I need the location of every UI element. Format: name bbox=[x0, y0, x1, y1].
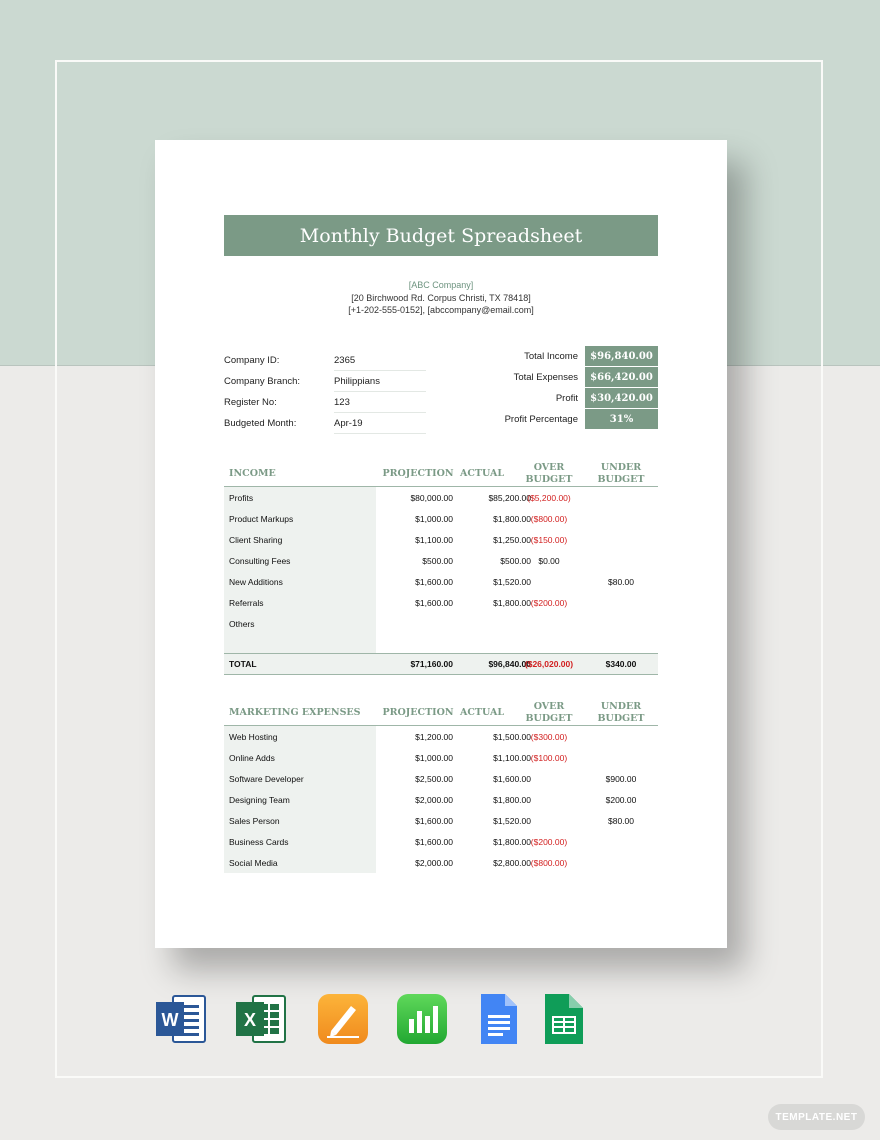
total-under-budget: $340.00 bbox=[605, 659, 637, 669]
summary-row bbox=[484, 367, 658, 388]
cell-actual: $1,500.00 bbox=[493, 732, 531, 742]
cell-actual: $1,800.00 bbox=[493, 598, 531, 608]
cell-over-budget: ($150.00) bbox=[530, 535, 568, 545]
info-value: 123 bbox=[334, 397, 426, 413]
total-row bbox=[224, 653, 658, 675]
table-row bbox=[224, 529, 658, 550]
title-banner bbox=[224, 215, 658, 256]
word-icon-letter: W bbox=[161, 1010, 179, 1030]
template-net-watermark: TEMPLATE.NET bbox=[768, 1104, 865, 1130]
cell-projection: $1,600.00 bbox=[415, 837, 453, 847]
summary-value: $30,420.00 bbox=[585, 388, 658, 408]
word-icon[interactable] bbox=[155, 993, 207, 1045]
cell-projection: $2,000.00 bbox=[415, 858, 453, 868]
cell-item: Software Developer bbox=[229, 774, 304, 784]
cell-projection: $1,100.00 bbox=[415, 535, 453, 545]
total-over-budget: ($26,020.00) bbox=[524, 659, 574, 669]
table-row bbox=[224, 550, 658, 571]
info-row bbox=[224, 414, 429, 432]
format-icons bbox=[155, 993, 595, 1045]
table-row bbox=[224, 571, 658, 592]
summary-label: Profit bbox=[555, 393, 578, 404]
summary-label: Profit Percentage bbox=[504, 414, 578, 425]
cell-over-budget: $0.00 bbox=[538, 556, 560, 566]
cell-item: Profits bbox=[229, 493, 254, 503]
total-projection: $71,160.00 bbox=[410, 659, 453, 669]
table-row bbox=[224, 508, 658, 529]
cell-projection: $2,500.00 bbox=[415, 774, 453, 784]
cell-projection: $1,600.00 bbox=[415, 598, 453, 608]
excel-icon[interactable] bbox=[235, 993, 287, 1045]
cell-actual: $1,100.00 bbox=[493, 753, 531, 763]
company-name: [ABC Company] bbox=[408, 280, 474, 290]
table-row bbox=[224, 747, 658, 768]
summary-row bbox=[484, 346, 658, 367]
cell-actual: $500.00 bbox=[500, 556, 531, 566]
info-row bbox=[224, 372, 429, 390]
cell-item: Sales Person bbox=[229, 816, 280, 826]
document-page bbox=[155, 140, 727, 948]
cell-under-budget: $80.00 bbox=[608, 577, 634, 587]
cell-actual: $1,520.00 bbox=[493, 577, 531, 587]
cell-item: Others bbox=[229, 619, 255, 629]
header-under-budget: UNDER BUDGET bbox=[597, 701, 645, 724]
cell-projection: $500.00 bbox=[422, 556, 453, 566]
header-over-budget: OVER BUDGET bbox=[525, 701, 573, 724]
summary-row bbox=[484, 409, 658, 430]
cell-item: Consulting Fees bbox=[229, 556, 291, 566]
excel-icon-letter: X bbox=[243, 1010, 257, 1030]
cell-projection: $1,200.00 bbox=[415, 732, 453, 742]
cell-projection: $1,000.00 bbox=[415, 514, 453, 524]
info-row bbox=[224, 351, 429, 369]
cell-actual: $1,250.00 bbox=[493, 535, 531, 545]
table-row bbox=[224, 789, 658, 810]
cell-item: Product Markups bbox=[229, 514, 294, 524]
header-projection: PROJECTION bbox=[382, 468, 454, 479]
marketing-table-header bbox=[224, 693, 658, 726]
google-sheets-icon[interactable] bbox=[545, 993, 597, 1045]
table-row bbox=[224, 831, 658, 852]
cell-under-budget: $900.00 bbox=[605, 774, 637, 784]
cell-item: Client Sharing bbox=[229, 535, 283, 545]
table-row bbox=[224, 592, 658, 613]
table-row bbox=[224, 768, 658, 789]
cell-item: Social Media bbox=[229, 858, 278, 868]
company-address: [20 Birchwood Rd. Corpus Christi, TX 78418] bbox=[351, 293, 531, 303]
cell-actual: $1,800.00 bbox=[493, 837, 531, 847]
summary-label: Total Income bbox=[524, 351, 578, 362]
cell-under-budget: $80.00 bbox=[608, 816, 634, 826]
cell-over-budget: ($800.00) bbox=[530, 858, 568, 868]
cell-under-budget: $200.00 bbox=[605, 795, 637, 805]
cell-projection: $1,000.00 bbox=[415, 753, 453, 763]
table-row bbox=[224, 487, 658, 508]
numbers-icon[interactable] bbox=[396, 993, 448, 1045]
header-actual: ACTUAL bbox=[459, 707, 505, 718]
header-under-budget: UNDER BUDGET bbox=[597, 462, 645, 485]
cell-over-budget: ($100.00) bbox=[530, 753, 568, 763]
cell-projection: $1,600.00 bbox=[415, 816, 453, 826]
page-title: Monthly Budget Spreadsheet bbox=[299, 224, 583, 247]
summary-value: $66,420.00 bbox=[585, 367, 658, 387]
cell-actual: $1,800.00 bbox=[493, 795, 531, 805]
income-table bbox=[224, 454, 658, 675]
info-value: 2365 bbox=[334, 355, 426, 371]
cell-item: New Additions bbox=[229, 577, 283, 587]
total-actual: $96,840.00 bbox=[488, 659, 531, 669]
cell-projection: $2,000.00 bbox=[415, 795, 453, 805]
cell-actual: $1,520.00 bbox=[493, 816, 531, 826]
info-value: Apr-19 bbox=[334, 418, 426, 434]
header-projection: PROJECTION bbox=[382, 707, 454, 718]
table-row bbox=[224, 613, 658, 634]
header-actual: ACTUAL bbox=[459, 468, 505, 479]
income-table-header bbox=[224, 454, 658, 487]
info-value: Philippians bbox=[334, 376, 426, 392]
header-category: MARKETING EXPENSES bbox=[229, 707, 361, 718]
info-label: Register No: bbox=[224, 397, 277, 408]
marketing-table-body bbox=[224, 726, 658, 873]
cell-projection: $1,600.00 bbox=[415, 577, 453, 587]
cell-item: Referrals bbox=[229, 598, 264, 608]
header-category: INCOME bbox=[229, 468, 276, 479]
cell-over-budget: ($5,200.00) bbox=[527, 493, 571, 503]
table-row bbox=[224, 726, 658, 747]
info-label: Company Branch: bbox=[224, 376, 301, 387]
cell-item: Business Cards bbox=[229, 837, 289, 847]
empty-row bbox=[224, 634, 658, 653]
header-over-budget: OVER BUDGET bbox=[525, 462, 573, 485]
cell-over-budget: ($200.00) bbox=[530, 598, 568, 608]
cell-actual: $1,600.00 bbox=[493, 774, 531, 784]
summary-row bbox=[484, 388, 658, 409]
google-docs-icon[interactable] bbox=[475, 993, 527, 1045]
cell-item: Web Hosting bbox=[229, 732, 278, 742]
company-contact: [+1-202-555-0152], [abccompany@email.com] bbox=[348, 305, 534, 315]
info-row bbox=[224, 393, 429, 411]
cell-projection: $80,000.00 bbox=[410, 493, 453, 503]
summary-value: 31% bbox=[585, 409, 658, 429]
marketing-expenses-table bbox=[224, 693, 658, 873]
total-label: TOTAL bbox=[229, 659, 257, 669]
cell-actual: $85,200.00 bbox=[488, 493, 531, 503]
summary-label: Total Expenses bbox=[513, 372, 578, 383]
table-row bbox=[224, 852, 658, 873]
cell-over-budget: ($300.00) bbox=[530, 732, 568, 742]
info-label: Budgeted Month: bbox=[224, 418, 297, 429]
table-row bbox=[224, 810, 658, 831]
pages-icon[interactable] bbox=[317, 993, 369, 1045]
info-label: Company ID: bbox=[224, 355, 280, 366]
cell-over-budget: ($800.00) bbox=[530, 514, 568, 524]
income-table-body bbox=[224, 487, 658, 675]
cell-item: Designing Team bbox=[229, 795, 290, 805]
cell-actual: $1,800.00 bbox=[493, 514, 531, 524]
summary-value: $96,840.00 bbox=[585, 346, 658, 366]
cell-actual: $2,800.00 bbox=[493, 858, 531, 868]
cell-over-budget: ($200.00) bbox=[530, 837, 568, 847]
cell-item: Online Adds bbox=[229, 753, 275, 763]
